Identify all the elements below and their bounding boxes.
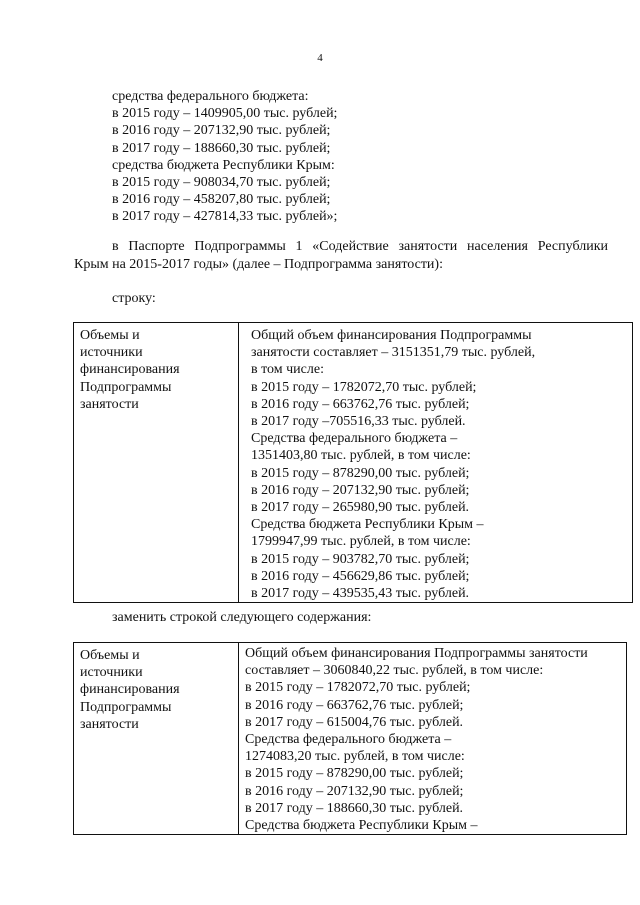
table-row <box>74 323 633 603</box>
cell-line: занятости составляет – 3151351,79 тыс. рублей, <box>251 345 536 361</box>
cell-line: в 2017 году –705516,33 тыс. рублей. <box>251 414 466 430</box>
cell-line: Средства федерального бюджета – <box>245 732 452 748</box>
table-cell-values <box>239 323 633 603</box>
cell-line: Средства бюджета Республики Крым – <box>251 517 484 533</box>
cell-line: Объемы и <box>80 648 140 663</box>
table-row <box>74 643 627 835</box>
new-financing-table <box>73 642 627 835</box>
intro-line-1: в Паспорте Подпрограммы 1 «Содействие занятости населения Республики <box>112 239 608 254</box>
cell-line: 1799947,99 тыс. рублей, в том числе: <box>251 534 471 550</box>
cell-line: в 2016 году – 207132,90 тыс. рублей; <box>245 783 464 799</box>
cell-line: источники <box>80 665 143 681</box>
cell-line: в 2016 году – 456629,86 тыс. рублей; <box>251 568 470 584</box>
text-line: в 2016 году – 207132,90 тыс. рублей; <box>112 123 331 139</box>
text-line: в 2017 году – 188660,30 тыс. рублей; <box>112 140 331 156</box>
cell-line: Подпрограммы <box>80 379 172 395</box>
cell-line: в 2016 году – 207132,90 тыс. рублей; <box>251 482 470 498</box>
cell-line: в 2015 году – 903782,70 тыс. рублей; <box>251 551 470 567</box>
cell-line: в 2015 году – 878290,00 тыс. рублей; <box>245 766 464 782</box>
page-number: 4 <box>317 52 323 64</box>
budget-paragraph <box>112 88 337 226</box>
cell-line: Средства федерального бюджета – <box>251 431 458 447</box>
text-line: в 2016 году – 458207,80 тыс. рублей; <box>112 192 331 208</box>
cell-line: Средства бюджета Республики Крым – <box>245 818 478 834</box>
text-line: средства бюджета Республики Крым: <box>112 157 335 173</box>
cell-line: Объемы и <box>80 328 140 343</box>
replace-label: заменить строкой следующего содержания: <box>112 610 372 625</box>
cell-line: Подпрограммы <box>80 699 172 715</box>
text-line: в 2015 году – 908034,70 тыс. рублей; <box>112 175 331 191</box>
cell-line: в 2017 году – 265980,90 тыс. рублей. <box>251 500 470 516</box>
cell-line: в 2017 году – 439535,43 тыс. рублей. <box>251 586 470 602</box>
old-financing-table <box>73 322 633 603</box>
cell-line: Общий объем финансирования Подпрограммы занятости <box>245 646 588 661</box>
cell-line: в 2015 году – 1782072,70 тыс. рублей; <box>251 379 477 395</box>
cell-line: 1274083,20 тыс. рублей, в том числе: <box>245 749 465 765</box>
cell-line: источники <box>80 345 143 361</box>
cell-line: в 2015 году – 878290,00 тыс. рублей; <box>251 465 470 481</box>
table-cell-heading <box>74 323 239 603</box>
cell-line: финансирования <box>80 682 180 698</box>
cell-line: в 2017 году – 188660,30 тыс. рублей. <box>245 800 464 816</box>
table-cell-values <box>239 643 627 835</box>
row-label: строку: <box>112 291 156 306</box>
cell-line: в 2016 году – 663762,76 тыс. рублей; <box>251 396 470 412</box>
text-line: средства федерального бюджета: <box>112 89 309 104</box>
text-line: в 2017 году – 427814,33 тыс. рублей»; <box>112 209 338 225</box>
cell-line: в 2017 году – 615004,76 тыс. рублей. <box>245 714 464 730</box>
cell-line: составляет – 3060840,22 тыс. рублей, в том числе: <box>245 663 544 679</box>
text-line: в 2015 году – 1409905,00 тыс. рублей; <box>112 106 338 122</box>
intro-paragraph <box>74 238 608 272</box>
cell-line: в 2015 году – 1782072,70 тыс. рублей; <box>245 680 471 696</box>
cell-line: занятости <box>80 396 139 412</box>
cell-line: 1351403,80 тыс. рублей, в том числе: <box>251 448 471 464</box>
cell-line: занятости <box>80 716 139 732</box>
cell-line: в 2016 году – 663762,76 тыс. рублей; <box>245 697 464 713</box>
cell-line: Общий объем финансирования Подпрограммы <box>251 328 532 343</box>
intro-line-2: Крым на 2015-2017 годы» (далее – Подпрограмма занятости): <box>74 257 443 272</box>
cell-line: финансирования <box>80 362 180 378</box>
cell-line: в том числе: <box>251 362 324 378</box>
table-cell-heading <box>74 643 239 835</box>
